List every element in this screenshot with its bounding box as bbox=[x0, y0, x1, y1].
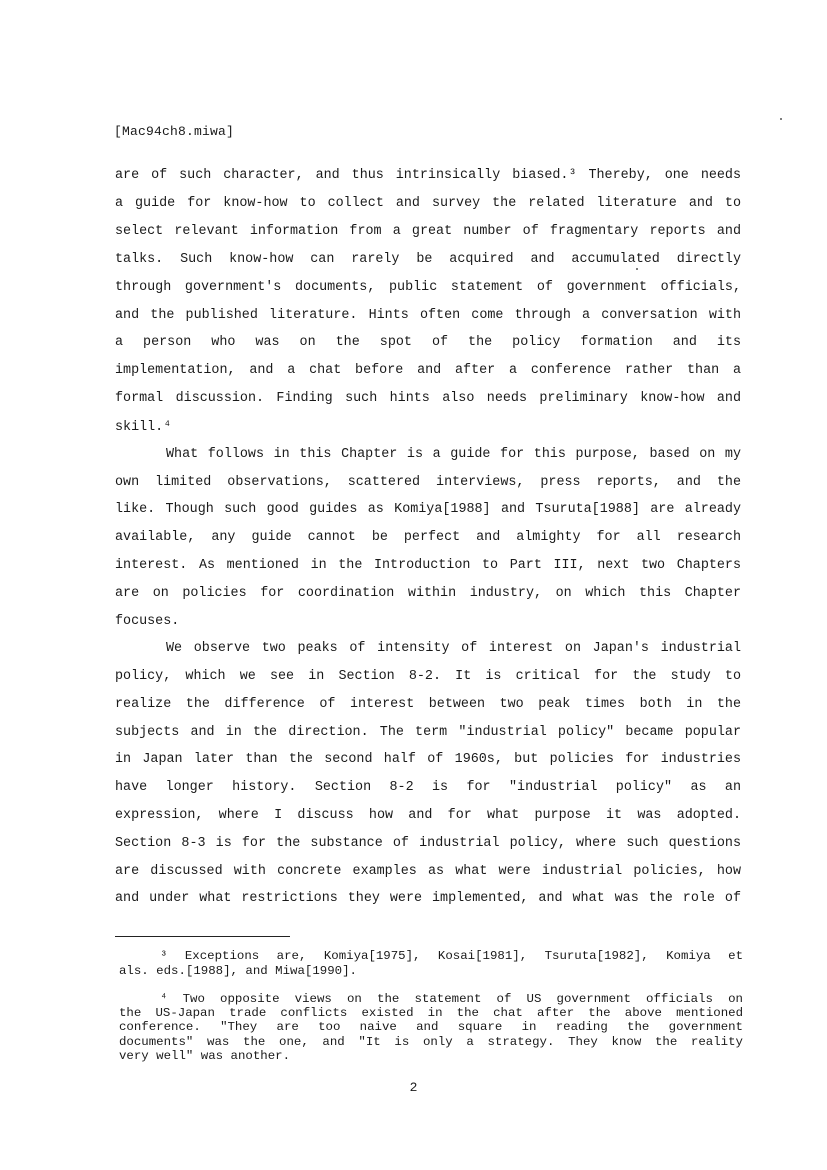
file-header: [Mac94ch8.miwa] bbox=[114, 124, 235, 139]
body-line: skill.⁴ bbox=[115, 420, 172, 435]
body-line: own limited observations, scattered interviews, press reports, and the bbox=[115, 475, 741, 490]
scan-speck bbox=[780, 118, 782, 120]
footnote-text: Two opposite views on the statement of US government officials on bbox=[182, 992, 743, 1006]
body-line: a person who was on the spot of the policy formation and its bbox=[115, 335, 741, 350]
footnote-4-line bbox=[160, 992, 743, 1007]
footnote-4-line: documents" was the one, and "It is only a strategy. They know the reality bbox=[119, 1035, 743, 1049]
body-line: formal discussion. Finding such hints also needs preliminary know-how and bbox=[115, 391, 741, 406]
body-line: like. Though such good guides as Komiya[1988] and Tsuruta[1988] are already bbox=[115, 502, 741, 517]
body-line: are on policies for coordination within industry, on which this Chapter bbox=[115, 586, 741, 601]
body-line: are of such character, and thus intrinsically biased.³ Thereby, one needs bbox=[115, 168, 741, 183]
body-line: and under what restrictions they were implemented, and what was the role of bbox=[115, 891, 741, 906]
body-line: implementation, and a chat before and after a conference rather than a bbox=[115, 363, 741, 378]
body-line: and the published literature. Hints often come through a conversation with bbox=[115, 308, 741, 323]
paragraph-start-line: What follows in this Chapter is a guide for this purpose, based on my bbox=[166, 447, 741, 462]
footnote-4-line: the US-Japan trade conflicts existed in the chat after the above mentioned bbox=[119, 1006, 743, 1020]
footnote-4-line: conference. "They are too naive and square in reading the government bbox=[119, 1020, 743, 1034]
footnote-marker: ⁴ bbox=[160, 992, 168, 1006]
footnote-3-line: als. eds.[1988], and Miwa[1990]. bbox=[119, 964, 357, 978]
body-line: Section 8-3 is for the substance of industrial policy, where such questions bbox=[115, 836, 741, 851]
footnote-marker: ³ bbox=[160, 949, 168, 963]
footnote-divider bbox=[115, 936, 290, 937]
page-number: 2 bbox=[409, 1080, 418, 1095]
body-line: select relevant information from a great number of fragmentary reports and bbox=[115, 224, 741, 239]
body-line: expression, where I discuss how and for what purpose it was adopted. bbox=[115, 808, 741, 823]
scan-speck bbox=[636, 268, 638, 270]
footnote-text: Exceptions are, Komiya[1975], Kosai[1981], Tsuruta[1982], Komiya et bbox=[184, 949, 744, 963]
body-line: available, any guide cannot be perfect and almighty for all research bbox=[115, 530, 741, 545]
body-line: talks. Such know-how can rarely be acquired and accumulated directly bbox=[115, 252, 741, 267]
body-line: in Japan later than the second half of 1960s, but policies for industries bbox=[115, 752, 741, 767]
body-line: have longer history. Section 8-2 is for "industrial policy" as an bbox=[115, 780, 741, 795]
body-line: a guide for know-how to collect and survey the related literature and to bbox=[115, 196, 741, 211]
body-line: through government's documents, public statement of government officials, bbox=[115, 280, 741, 295]
footnote-4-line: very well" was another. bbox=[119, 1049, 291, 1063]
body-line: realize the difference of interest between two peak times both in the bbox=[115, 697, 741, 712]
body-line: focuses. bbox=[115, 614, 180, 629]
body-line: subjects and in the direction. The term "industrial policy" became popular bbox=[115, 725, 741, 740]
footnote-3-line bbox=[160, 949, 743, 964]
body-line: are discussed with concrete examples as what were industrial policies, how bbox=[115, 864, 741, 879]
paragraph-start-line: We observe two peaks of intensity of interest on Japan's industrial bbox=[166, 641, 741, 656]
body-line: interest. As mentioned in the Introduction to Part III, next two Chapters bbox=[115, 558, 741, 573]
body-line: policy, which we see in Section 8-2. It is critical for the study to bbox=[115, 669, 741, 684]
